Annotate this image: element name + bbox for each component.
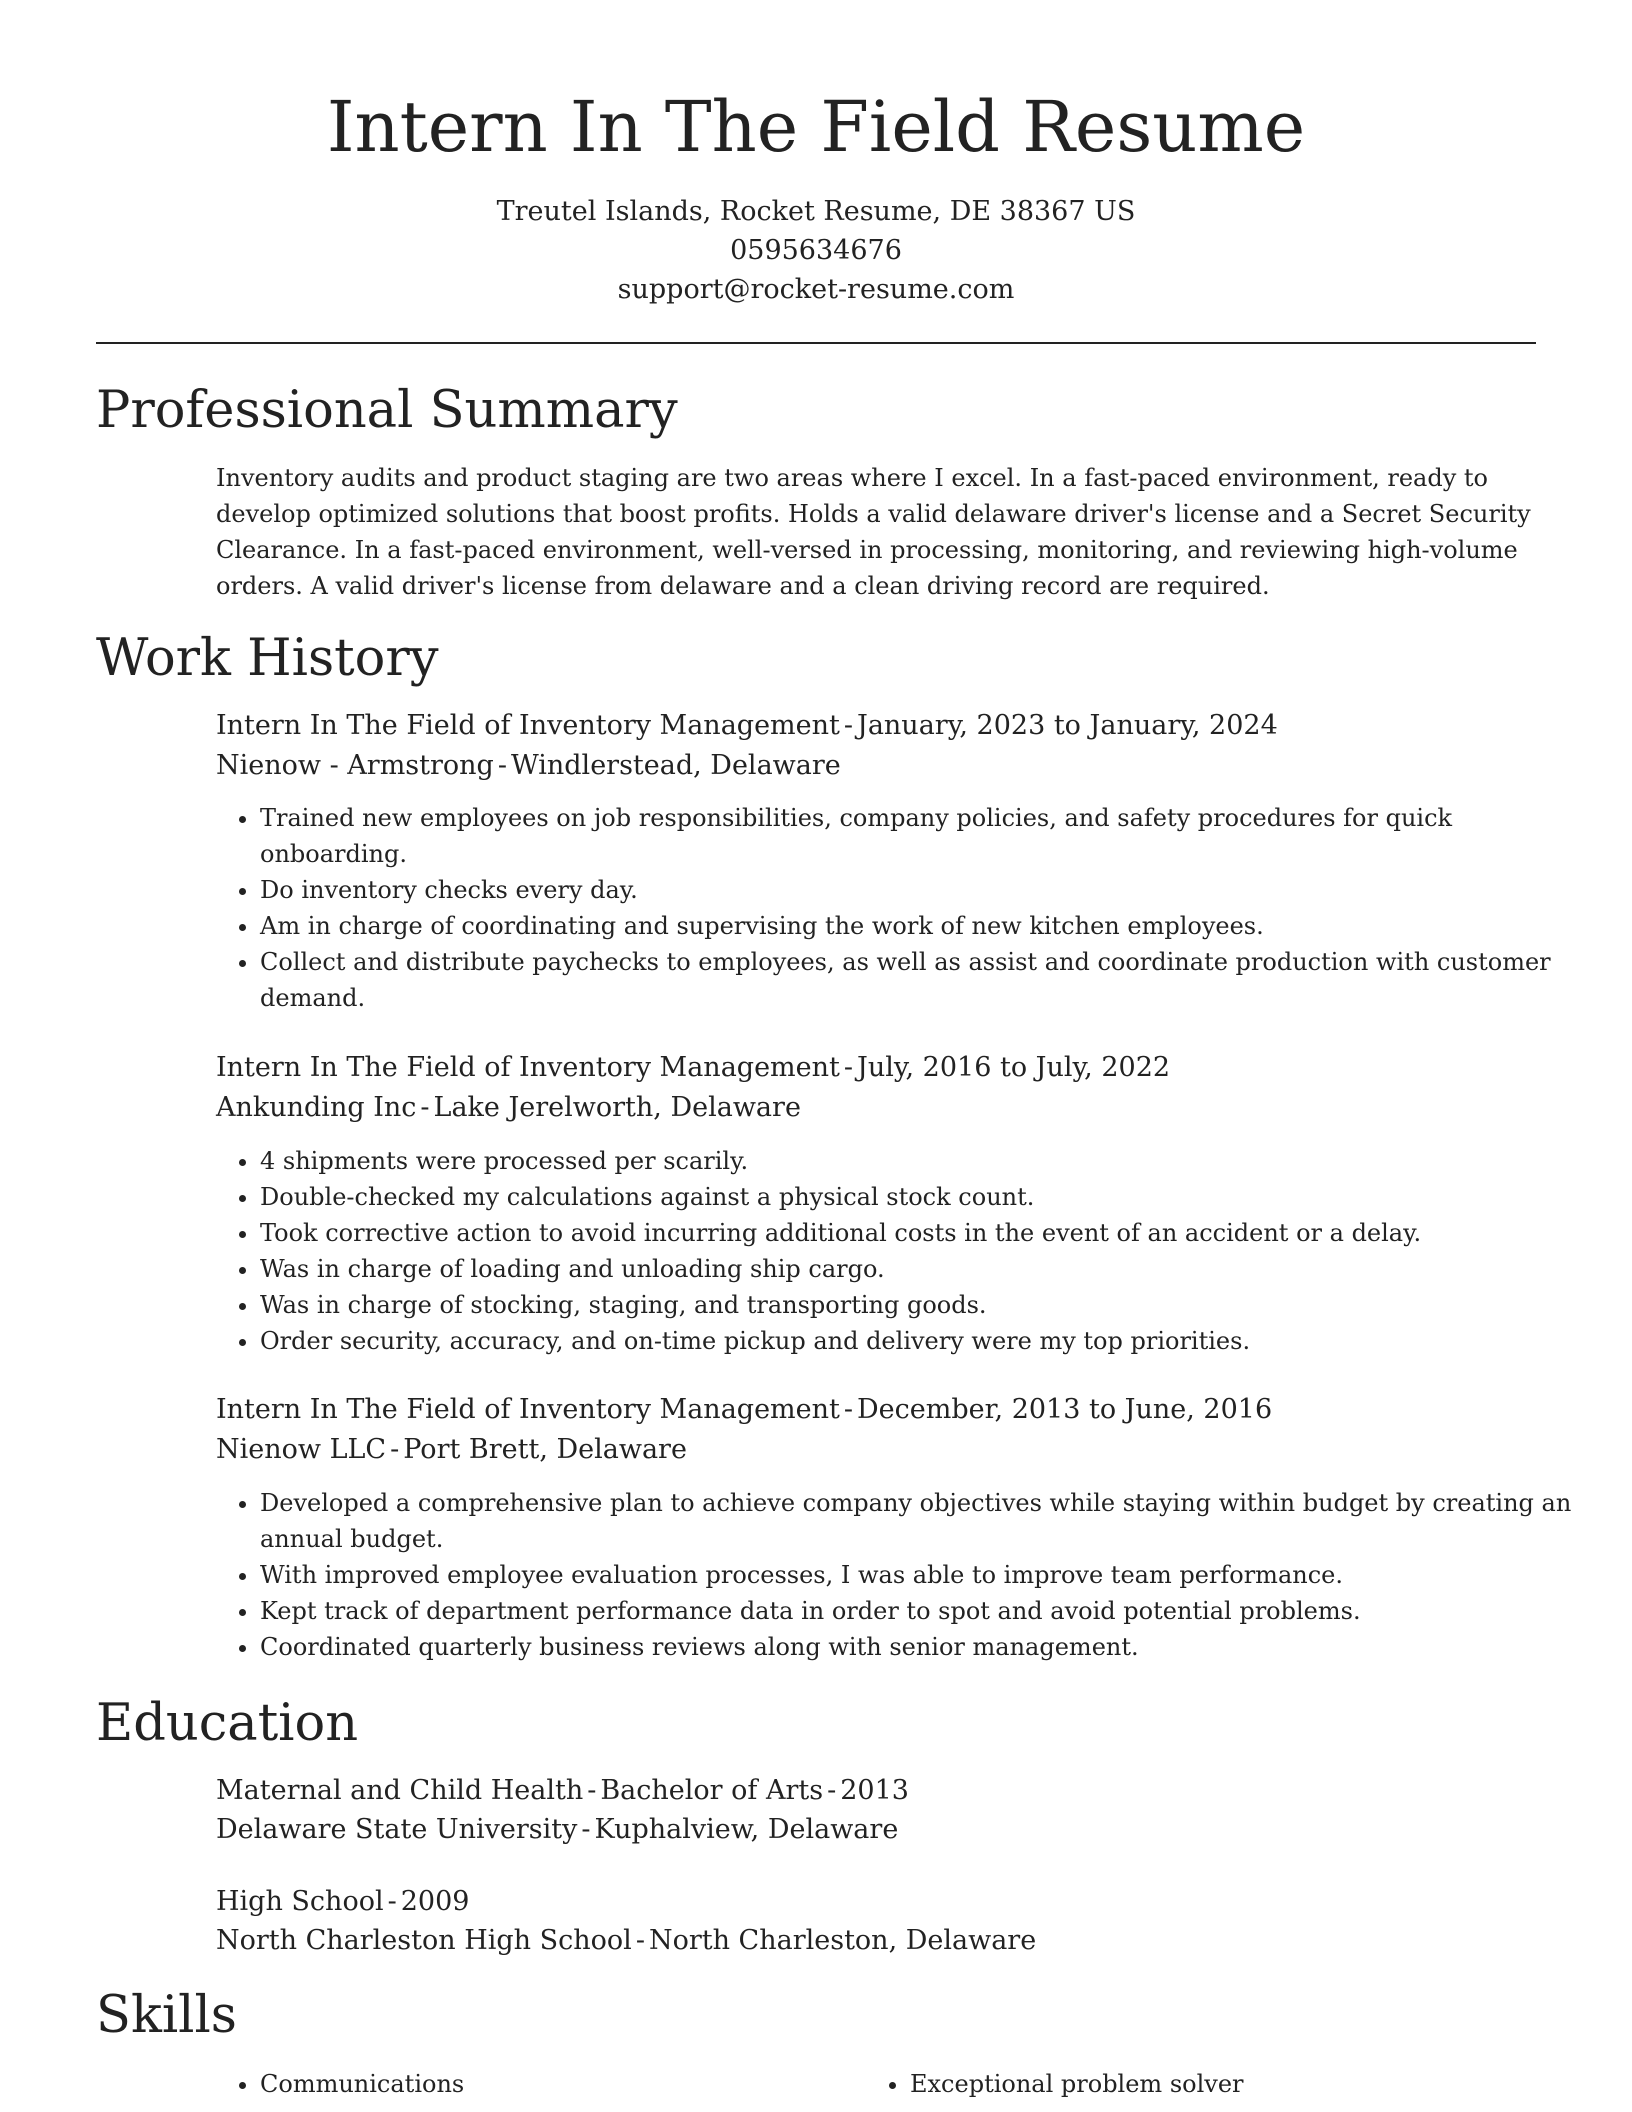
job-title-line xyxy=(216,1390,1536,1430)
job-location: Port Brett, Delaware xyxy=(403,1434,687,1465)
job-bullets xyxy=(216,1485,1584,1665)
job-title-line xyxy=(216,1048,1536,1088)
contact-address: Treutel Islands, Rocket Resume, DE 38367 US xyxy=(496,196,1136,227)
list-item: • With improved employee evaluation processes, I was able to improve team performance. xyxy=(260,1557,1584,1593)
list-item: • Do inventory checks every day. xyxy=(260,872,1584,908)
skills-list-right xyxy=(866,2066,1530,2102)
section-title-summary: Professional Summary xyxy=(96,381,678,440)
job-role: Intern In The Field of Inventory Management xyxy=(216,1052,840,1083)
job-bullets xyxy=(216,800,1584,1016)
list-item: • Kept track of department performance data in order to spot and avoid potential problems. xyxy=(260,1593,1584,1629)
contact-phone: 0595634676 xyxy=(730,235,902,266)
separator: - xyxy=(497,750,507,781)
list-item: • Took corrective action to avoid incurring additional costs in the event of an accident or a delay. xyxy=(260,1215,1584,1251)
summary-text: Inventory audits and product staging are two areas where I excel. In a fast-paced environment, ready to develop optimized solutions that boost profits. Holds a valid delaware driver's license and a Secret Security Clearance. In a fast-paced environment, well-versed in processing, monitoring, and reviewing high-volume orders. A valid driver's license from delaware and a clean driving record are required. xyxy=(216,464,1531,600)
job-location: Windlerstead, Delaware xyxy=(510,750,841,781)
job-company-line xyxy=(216,1430,1536,1470)
job-location: Lake Jerelworth, Delaware xyxy=(433,1092,801,1123)
list-item: • Order security, accuracy, and on-time pickup and delivery were my top priorities. xyxy=(260,1323,1584,1359)
job-company: Nienow - Armstrong xyxy=(216,750,494,781)
list-item: • Trained new employees on job responsibilities, company policies, and safety procedures for quick onboarding. xyxy=(260,800,1584,872)
education-degree: Bachelor of Arts xyxy=(600,1775,824,1806)
section-title-skills: Skills xyxy=(96,1986,237,2045)
education-year: 2009 xyxy=(400,1886,470,1917)
job-company-line xyxy=(216,746,1536,786)
section-title-education: Education xyxy=(96,1694,359,1753)
job-role: Intern In The Field of Inventory Management xyxy=(216,710,840,741)
education-school-line xyxy=(216,1921,1536,1961)
job-dates: July, 2016 to July, 2022 xyxy=(857,1052,1171,1083)
education-location: North Charleston, Delaware xyxy=(648,1925,1037,1956)
list-item: • 4 shipments were processed per scarily. xyxy=(260,1143,1584,1179)
separator: - xyxy=(843,1394,853,1425)
education-location: Kuphalview, Delaware xyxy=(594,1814,899,1845)
separator: - xyxy=(635,1925,645,1956)
separator: - xyxy=(843,1052,853,1083)
list-item: • Was in charge of loading and unloading ship cargo. xyxy=(260,1251,1584,1287)
job-role: Intern In The Field of Inventory Management xyxy=(216,1394,840,1425)
list-item: • Was in charge of stocking, staging, and transporting goods. xyxy=(260,1287,1584,1323)
job-company-line xyxy=(216,1088,1536,1128)
separator: - xyxy=(827,1775,837,1806)
education-school-line xyxy=(216,1810,1536,1850)
header-divider xyxy=(96,342,1536,344)
education-degree: High School xyxy=(216,1886,384,1917)
separator: - xyxy=(420,1092,430,1123)
contact-email: support@rocket-resume.com xyxy=(617,274,1015,305)
job-company: Nienow LLC xyxy=(216,1434,387,1465)
section-title-work-history: Work History xyxy=(96,629,439,688)
education-field: Maternal and Child Health xyxy=(216,1775,584,1806)
separator: - xyxy=(581,1814,591,1845)
list-item: • Coordinated quarterly business reviews along with senior management. xyxy=(260,1629,1584,1665)
separator: - xyxy=(390,1434,400,1465)
list-item: • Double-checked my calculations against a physical stock count. xyxy=(260,1179,1584,1215)
education-school: Delaware State University xyxy=(216,1814,578,1845)
job-dates: January, 2023 to January, 2024 xyxy=(857,710,1278,741)
list-item: • Am in charge of coordinating and supervising the work of new kitchen employees. xyxy=(260,908,1584,944)
list-item: • Collect and distribute paychecks to employees, as well as assist and coordinate production with customer demand. xyxy=(260,944,1584,1016)
list-item: • Developed a comprehensive plan to achieve company objectives while staying within budget by creating an annual budget. xyxy=(260,1485,1584,1557)
job-dates: December, 2013 to June, 2016 xyxy=(857,1394,1273,1425)
skills-list-left xyxy=(216,2066,860,2102)
skill-item: • Exceptional problem solver xyxy=(910,2066,1530,2102)
job-title-line xyxy=(216,706,1536,746)
education-school: North Charleston High School xyxy=(216,1925,632,1956)
job-bullets xyxy=(216,1143,1584,1359)
resume-header xyxy=(0,84,1632,309)
education-year: 2013 xyxy=(840,1775,909,1806)
education-degree-line xyxy=(216,1771,1536,1811)
separator: - xyxy=(387,1886,397,1917)
job-company: Ankunding Inc xyxy=(216,1092,417,1123)
separator: - xyxy=(843,710,853,741)
resume-title: Intern In The Field Resume xyxy=(326,86,1306,168)
separator: - xyxy=(587,1775,597,1806)
skill-item: • Communications xyxy=(260,2066,860,2102)
education-degree-line xyxy=(216,1882,1536,1922)
